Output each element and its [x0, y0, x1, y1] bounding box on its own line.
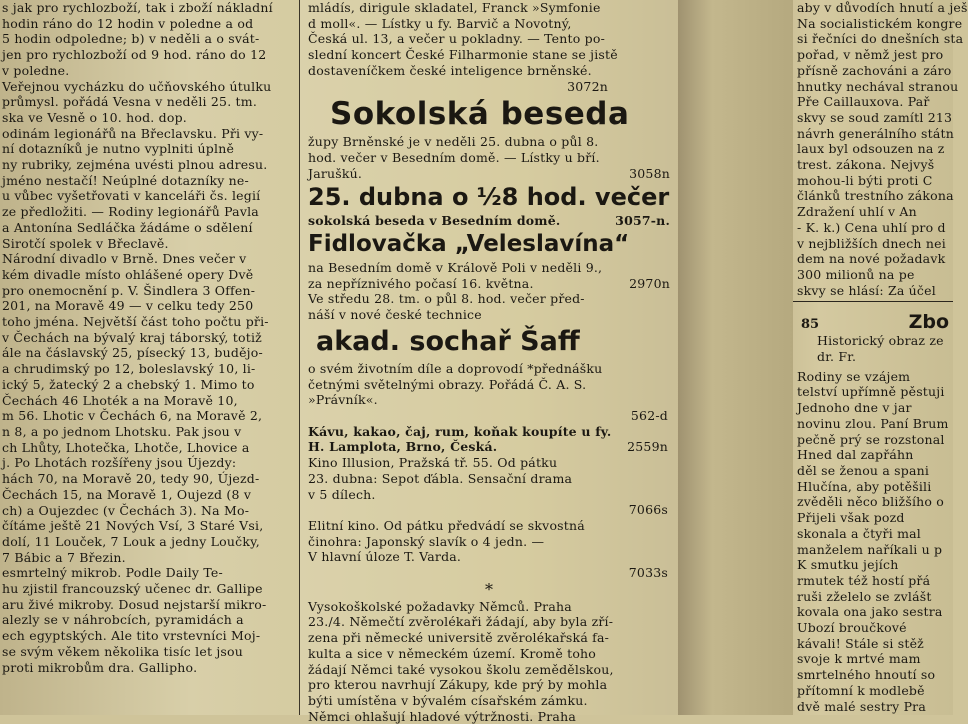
text-line: v nejbližších dnech nei: [797, 235, 946, 251]
text-line: na Besedním domě v Králově Poli v neděli 9.,: [308, 260, 603, 276]
text-line: žádají Němci také vysokou školu zemědělskou,: [308, 661, 614, 677]
text-line: kém divadle místo ohlášené opery Dvě: [2, 266, 254, 282]
text-line: j. Po Lhotách rozšířeny jsou Újezdy:: [2, 455, 237, 471]
ad-code: 7066s: [628, 502, 668, 518]
text-line: esmrtelný mikrob. Podle Daily Te-: [2, 565, 223, 581]
text-line: Jaruškú.: [308, 165, 363, 181]
text-line: skonala a čtyři mal: [797, 525, 922, 541]
text-line: zena při německé universitě zvěrolékařská fa-: [308, 630, 610, 646]
text-line: mládís, dirigule skladatel, Franck »Symfonie: [308, 0, 601, 15]
text-line: 5 hodin odpoledne; b) v neděli a o svát-: [2, 31, 260, 47]
text-line: Ve středu 28. tm. o půl 8. hod. večer před-: [308, 291, 585, 307]
text-line: kulta a sice v německém území. Kromě toho: [308, 645, 597, 661]
text-line: četnými světelnými obrazy. Pořádá Č. A. S.: [308, 376, 587, 392]
text-line: Veřejnou vycházku do učňovského útulku: [2, 78, 272, 94]
text-line: Vysokoškolské požadavky Němců. Praha: [308, 598, 572, 614]
text-line: hodin ráno do 12 hodin v poledne a od: [2, 15, 254, 31]
text-line: ní dotazníků je nutno vyplniti úplně: [2, 141, 235, 157]
text-line: Přijeli však pozd: [797, 510, 905, 526]
text-line: laux byl odsouzen na z: [797, 141, 945, 157]
text-line: dolí, 11 Louček, 7 Louk a jedny Loučky,: [2, 533, 260, 549]
text-line: manželem naříkali u p: [797, 541, 943, 557]
heading-date: 25. dubna o ½8 hod. večer: [308, 183, 670, 212]
text-line: návrh generálního státn: [797, 125, 954, 141]
text-line: ska ve Vesně o 10. hod. dop.: [2, 109, 187, 125]
text-line: svoje k mrtvé mam: [797, 651, 921, 667]
text-line: o svém životním díle a doprovodí *přednášku: [308, 360, 603, 376]
text-line: smrtelného hnoutí so: [797, 667, 936, 683]
star-separator: *: [485, 579, 493, 599]
text-line: n 8, a po jednom Lhotsku. Pak jsou v: [2, 423, 242, 439]
text-line: přísně zachováni a záro: [797, 62, 952, 78]
text-line: Němci ohlašují hladové výtržnosti. Praha: [308, 708, 576, 724]
text-line: alezly se v náhrobcích, pyramidách a: [2, 612, 244, 628]
text-line: za nepříznivého počasí 16. května.: [308, 275, 534, 291]
text-line: Čechách 15, na Moravě 1, Oujezd (8 v: [2, 486, 252, 502]
heading-saff: akad. sochař Šaff: [316, 325, 580, 357]
page-gutter: [678, 0, 793, 715]
section-subtitle: dr. Fr.: [817, 349, 857, 365]
text-line: d moll«. — Lístky u fy. Barvič a Novotný,: [308, 15, 572, 31]
text-line: a chrudimský po 12, boleslavský 10, li-: [2, 361, 256, 377]
ad-code: 2970n: [629, 275, 670, 291]
text-line: H. Lamplota, Brno, Česká.: [308, 439, 498, 455]
text-line: v poledne.: [2, 62, 70, 78]
text-line: Kávu, kakao, čaj, rum, koňak koupíte u fy.: [308, 423, 612, 439]
text-line: v 5 dílech.: [308, 486, 376, 502]
text-line: 201, na Moravě 49 — v celku tedy 250: [2, 298, 254, 314]
text-line: pro onemocnění p. V. Šindlera 3 Offen-: [2, 282, 256, 298]
text-line: odinám legionářů na Břeclavsku. Při vy-: [2, 125, 264, 141]
text-line: ále na čáslavský 25, písecký 13, budějo-: [2, 345, 263, 361]
ad-code: 3058n: [629, 165, 670, 181]
text-line: hách 70, na Moravě 20, tedy 90, Újezd-: [2, 471, 260, 487]
text-line: jen pro rychlozboží od 9 hod. ráno do 12: [2, 47, 267, 63]
section-divider: [793, 301, 953, 302]
sokol-line: [300, 213, 678, 229]
text-line: »Právník«.: [308, 392, 378, 408]
text-line: Hned dal zapřáhn: [797, 447, 914, 463]
text-line: čítáme ještě 21 Nových Vsí, 3 Staré Vsi,: [2, 518, 264, 534]
text-line: ech egyptských. Ale tito vrstevníci Moj-: [2, 628, 261, 644]
text-line: ický 5, žatecký 2 a chebský 1. Mimo to: [2, 376, 255, 392]
text-line: Národní divadlo v Brně. Dnes večer v: [2, 251, 247, 267]
text-line: m 56. Lhotic v Čechách 6, na Moravě 2,: [2, 408, 263, 424]
text-line: v Čechách na bývalý kraj táborský, totiž: [2, 329, 262, 345]
text-line: dem na nové požadavk: [797, 251, 946, 267]
text-line: Hlučína, aby potěšili: [797, 478, 932, 494]
section-number: 85: [801, 317, 820, 333]
text-line: náší v nové české technice: [308, 307, 482, 323]
text-line: Na socialistickém kongre: [797, 15, 963, 31]
text-line: 7 Bábic a 7 Březin.: [2, 549, 126, 565]
text-line: - K. k.) Cena uhlí pro d: [797, 219, 946, 235]
text-line: pečně prý se rozstonal: [797, 431, 945, 447]
text-line: rmutek též hostí přá: [797, 572, 931, 588]
left-column: [0, 0, 300, 715]
text-line: ny rubriky, zejména uvésti plnou adresu.: [2, 157, 268, 173]
text-line: skvy se hlásí: Za účel: [797, 282, 936, 298]
text-line: jméno nestačí! Neúplné dotazníky ne-: [2, 172, 249, 188]
text-line: ruši zželelo se zvlášt: [797, 588, 932, 604]
text-line: mohou-li býti proti C: [797, 172, 933, 188]
ad-code: 3057-n.: [615, 213, 670, 229]
text-line: Kino Illusion, Pražská tř. 55. Od pátku: [308, 455, 558, 471]
text-line: kávali! Stále si stěž: [797, 635, 924, 651]
text-line: ze předložiti. — Rodiny legionářů Pavla: [2, 204, 259, 220]
text-line: děl se ženou a spani: [797, 462, 930, 478]
text-line: Zdražení uhlí v An: [797, 204, 917, 220]
text-line: Česká ul. 13, a večer u pokladny. — Tento po-: [308, 31, 605, 47]
ad-code: 562-d: [630, 407, 668, 423]
text-line: Ubozí broučkové: [797, 620, 907, 636]
text-line: Čechách 46 Lhoték a na Moravě 10,: [2, 392, 238, 408]
ad-code: 7033s: [628, 565, 668, 581]
text-line: župy Brněnské je v neděli 25. dubna o půl 8.: [308, 134, 599, 150]
text-line: pro kterou navrhují Zákupy, kde prý by mohla: [308, 677, 608, 693]
text-line: proti mikrobům dra. Gallipho.: [2, 659, 198, 675]
text-line: trest. zákona. Nejvyš: [797, 157, 935, 173]
text-line: dvě malé sestry Pra: [797, 698, 927, 714]
text-line: ch) a Oujezdec (v Čechách 3). Na Mo-: [2, 502, 250, 518]
text-line: slední koncert České Filharmonie stane se jistě: [308, 47, 618, 63]
text-line: K smutku jejích: [797, 557, 899, 573]
heading-sokolska-beseda: Sokolská beseda: [330, 96, 630, 133]
text-line: kovala ona jako sestra: [797, 604, 943, 620]
ad-code: 3072n: [567, 78, 608, 94]
text-line: Elitní kino. Od pátku předvádí se skvostná: [308, 517, 585, 533]
text-line: Sirotčí spolek v Břeclavě.: [2, 235, 169, 251]
text-line: V hlavní úloze T. Varda.: [308, 549, 462, 565]
text-line: hnutky nechával stranou: [797, 78, 959, 94]
text-line: činohra: Japonský slavík o 4 jedn. —: [308, 533, 545, 549]
text-line: pořad, v němž jest pro: [797, 47, 944, 63]
text-line: 300 milionů na pe: [797, 266, 915, 282]
text-line: průmysl. pořádá Vesna v neděli 25. tm.: [2, 94, 258, 110]
right-column: [793, 0, 968, 715]
text-line: 23. dubna: Sepot ďábla. Sensační drama: [308, 470, 573, 486]
section-subtitle: Historický obraz ze: [817, 333, 944, 349]
text-line: býti umístěna v bývalém císařském zámku.: [308, 692, 588, 708]
section-title: Zbo: [908, 311, 949, 334]
text-line: u vůbec vyšetřovati v kanceláři čs. legií: [2, 188, 261, 204]
text-line: Rodiny se vzájem: [797, 368, 911, 384]
text-line: telství upřímně pěstuji: [797, 384, 945, 400]
text-line: hod. večer v Besedním domě. — Lístky u bří.: [308, 149, 600, 165]
section-header: [793, 305, 953, 333]
text-line: článků trestního zákona: [797, 188, 954, 204]
text-line: aby v důvodích hnutí a ješ: [797, 0, 968, 15]
text-line: novinu zlou. Paní Brum: [797, 415, 949, 431]
text-line: hu zjistil francouzský učenec dr. Gallipe: [2, 581, 263, 597]
text-line: si řečníci do dnešních sta: [797, 31, 964, 47]
text-line: skvy se soud zamítl 213: [797, 109, 953, 125]
ad-code: 2559n: [627, 439, 668, 455]
heading-fidlovacka: Fidlovačka „Veleslavína“: [308, 231, 630, 258]
text-line: Jednoho dne v jar: [797, 400, 912, 416]
center-column: [300, 0, 678, 724]
text-line: zvěděli něco bližšího o: [797, 494, 945, 510]
text-line: se svým věkem několika tisíc let jsou: [2, 643, 244, 659]
text-line: dostaveníčkem české inteligence brněnské.: [308, 62, 592, 78]
text-line: toho jména. Největší část toho počtu při-: [2, 314, 269, 330]
text-line: a Antonína Sedláčka žádáme o sdělení: [2, 219, 253, 235]
text-line: Pře Caillauxova. Pař: [797, 94, 930, 110]
text-line: aru živé mikroby. Dosud nejstarší mikro-: [2, 596, 267, 612]
sokol-line-text: sokolská beseda v Besedním domě.: [308, 213, 561, 229]
text-line: 23./4. Němečtí zvěrolékaři žádají, aby byla zří-: [308, 614, 614, 630]
text-line: přítomní k modlebě: [797, 682, 925, 698]
text-line: ch Lhůty, Lhotečka, Lhotče, Lhovice a: [2, 439, 250, 455]
text-line: s jak pro rychlozboží, tak i zboží nákladní: [2, 0, 273, 15]
